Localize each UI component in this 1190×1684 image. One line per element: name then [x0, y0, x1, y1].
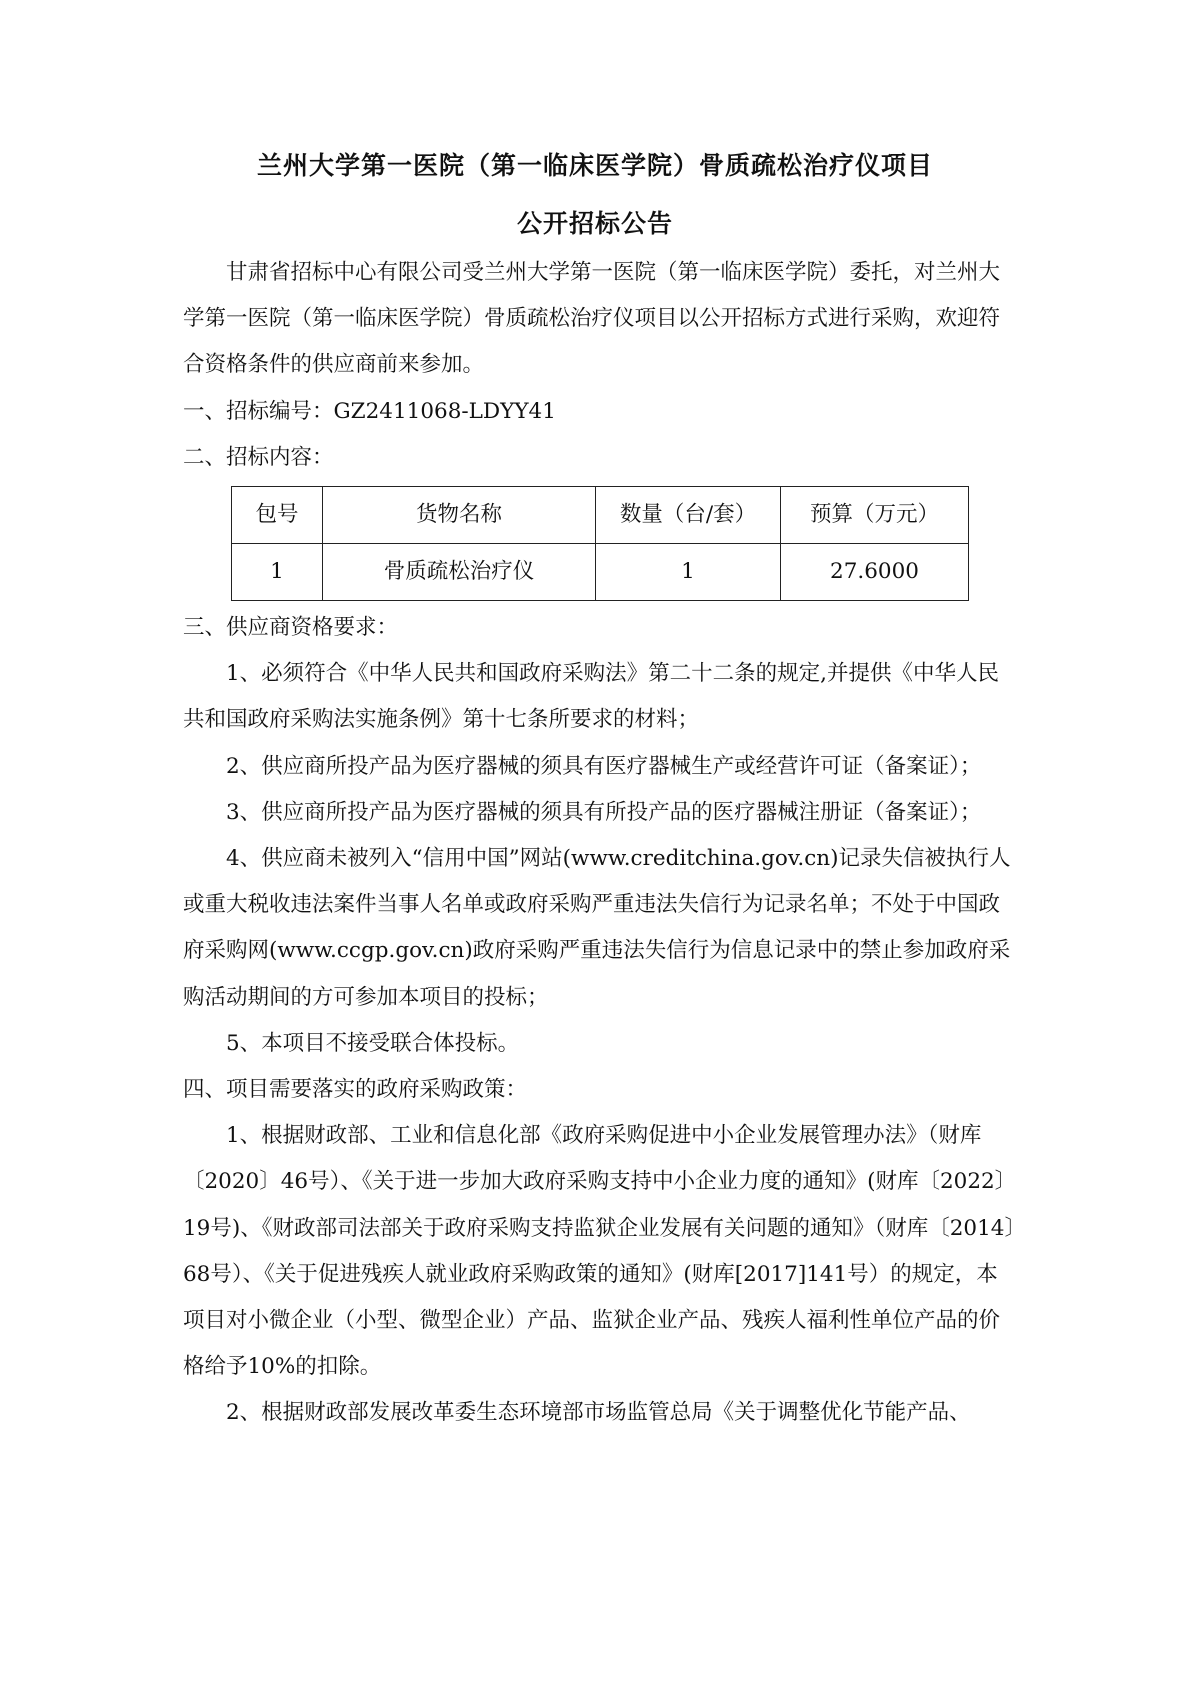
header-quantity: 数量（台/套） [596, 487, 781, 544]
header-goods-name: 货物名称 [323, 487, 596, 544]
cell-quantity: 1 [596, 544, 781, 601]
policy-1: 1、根据财政部、工业和信息化部《政府采购促进中小企业发展管理办法》（财库〔2020〕46号）、《关于进一步加大政府采购支持中小企业力度的通知》(财库〔2022〕19号)、《财政部司法部关于政府采购支持监狱企业发展有关问题的通知》（财库〔2014〕68号）、《关于促进残疾人就业政府采购政策的通知》(财库[2017]141号）的规定，本项目对小微企业（小型、微型企业）产品、监狱企业产品、残疾人福利性单位产品的价格给予10%的扣除。 [183, 1123, 1017, 1380]
document-body [183, 250, 1018, 1437]
cell-package-no: 1 [232, 544, 323, 601]
section-procurement-policy: 四、项目需要落实的政府采购政策： [183, 1077, 528, 1103]
requirement-4: 4、供应商未被列入“信用中国”网站(www.creditchina.gov.cn)记录失信被执行人或重大税收违法案件当事人名单或政府采购严重违法失信行为记录名单；不处于中国政府采购网(www.ccgp.gov.cn)政府采购严重违法失信行为信息记录中的禁止参加政府采购活动期间的方可参加本项目的投标； [183, 846, 1011, 1010]
section-bid-number: 一、招标编号：GZ2411068-LDYY41 [183, 398, 556, 424]
cell-goods-name: 骨质疏松治疗仪 [323, 544, 596, 601]
section-bid-content: 二、招标内容： [183, 444, 334, 470]
document-title-line2: 公开招标公告 [516, 209, 673, 238]
requirement-2: 2、供应商所投产品为医疗器械的须具有医疗器械生产或经营许可证（备案证）； [226, 753, 982, 779]
requirement-5: 5、本项目不接受联合体投标。 [226, 1030, 520, 1056]
section-supplier-requirements: 三、供应商资格要求： [183, 615, 399, 641]
intro-paragraph: 甘肃省招标中心有限公司受兰州大学第一医院（第一临床医学院）委托，对兰州大学第一医院（第一临床医学院）骨质疏松治疗仪项目以公开招标方式进行采购，欢迎符合资格条件的供应商前来参加。 [183, 260, 1001, 378]
items-table [231, 486, 969, 601]
document-title-line1: 兰州大学第一医院（第一临床医学院）骨质疏松治疗仪项目 [256, 151, 933, 180]
header-package-no: 包号 [232, 487, 323, 544]
policy-2: 2、根据财政部发展改革委生态环境部市场监管总局《关于调整优化节能产品、 [226, 1400, 971, 1426]
items-table-wrapper [183, 481, 1018, 605]
table-header-row [232, 487, 969, 544]
cell-budget: 27.6000 [781, 544, 969, 601]
requirement-3: 3、供应商所投产品为医疗器械的须具有所投产品的医疗器械注册证（备案证）； [226, 799, 982, 825]
table-row [232, 544, 969, 601]
header-budget: 预算（万元） [781, 487, 969, 544]
requirement-1: 1、必须符合《中华人民共和国政府采购法》第二十二条的规定,并提供《中华人民共和国政府采购法实施条例》第十七条所要求的材料； [183, 661, 1000, 733]
